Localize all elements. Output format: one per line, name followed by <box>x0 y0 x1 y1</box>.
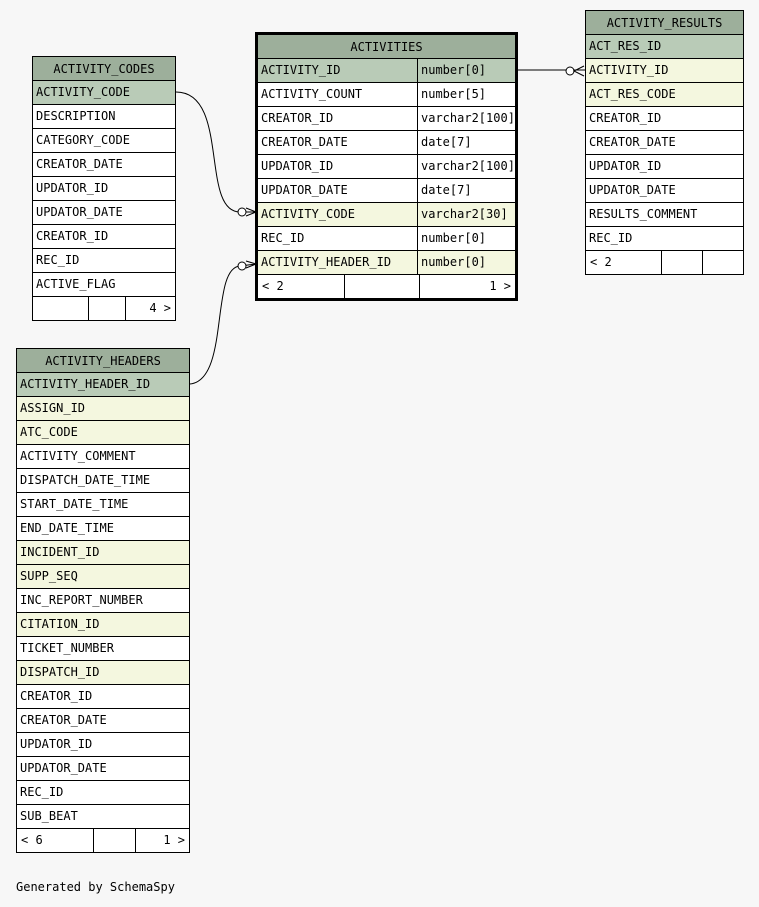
table-activity-results[interactable] <box>585 10 744 275</box>
link-activity-header <box>190 264 256 384</box>
column-row[interactable] <box>258 155 515 179</box>
footer-parents[interactable]: < 2 <box>586 251 662 274</box>
column-name: CATEGORY_CODE <box>36 133 130 147</box>
column-list <box>258 59 515 275</box>
column-row[interactable] <box>33 129 175 153</box>
column-name: ATC_CODE <box>20 425 78 439</box>
column-row[interactable] <box>586 35 743 59</box>
column-name: INC_REPORT_NUMBER <box>20 593 143 607</box>
column-name: ACTIVITY_ID <box>258 59 418 82</box>
footer-children[interactable]: 1 > <box>163 833 185 847</box>
column-name: START_DATE_TIME <box>20 497 129 511</box>
column-name: UPDATOR_DATE <box>20 761 107 775</box>
link-activity-id-crowfoot <box>574 66 584 76</box>
column-name: ACTIVITY_HEADER_ID <box>20 377 151 391</box>
column-list <box>17 373 189 829</box>
column-type: number[0] <box>421 63 487 77</box>
column-name: CREATOR_ID <box>20 689 93 703</box>
column-row[interactable] <box>17 517 189 541</box>
column-row[interactable] <box>586 155 743 179</box>
footer-parents[interactable] <box>33 297 89 320</box>
column-row[interactable] <box>17 757 189 781</box>
table-activity-headers[interactable] <box>16 348 190 853</box>
column-name: ACTIVITY_HEADER_ID <box>258 251 418 274</box>
column-row[interactable] <box>17 373 189 397</box>
column-type: number[5] <box>421 87 487 101</box>
column-name: RESULTS_COMMENT <box>589 207 698 221</box>
schemaspy-credit: Generated by SchemaSpy <box>16 880 175 894</box>
column-name: ACTIVE_FLAG <box>36 277 116 291</box>
table-footer <box>17 829 189 852</box>
column-name: CREATOR_ID <box>36 229 109 243</box>
column-name: SUPP_SEQ <box>20 569 78 583</box>
column-row[interactable] <box>33 153 175 177</box>
column-row[interactable] <box>17 733 189 757</box>
column-row[interactable] <box>33 81 175 105</box>
table-activities[interactable] <box>255 32 518 301</box>
column-name: UPDATOR_DATE <box>258 179 418 202</box>
footer-parents[interactable]: < 6 <box>17 829 94 852</box>
column-name: ACTIVITY_ID <box>589 63 669 77</box>
column-name: CREATOR_ID <box>589 111 662 125</box>
column-row[interactable] <box>17 781 189 805</box>
column-name: ACTIVITY_COMMENT <box>20 449 136 463</box>
column-name: CITATION_ID <box>20 617 100 631</box>
column-name: CREATOR_DATE <box>20 713 107 727</box>
column-name: CREATOR_DATE <box>589 135 676 149</box>
footer-children[interactable]: 1 > <box>489 279 511 293</box>
table-title[interactable]: ACTIVITY_HEADERS <box>17 349 189 373</box>
table-title[interactable]: ACTIVITY_CODES <box>33 57 175 81</box>
column-type: date[7] <box>421 135 472 149</box>
column-name: DISPATCH_DATE_TIME <box>20 473 151 487</box>
column-row[interactable] <box>33 177 175 201</box>
link-activity-header-circle <box>238 262 246 270</box>
footer-middle <box>94 829 136 852</box>
column-name: UPDATOR_ID <box>589 159 662 173</box>
column-name: CREATOR_DATE <box>258 131 418 154</box>
link-activity-code <box>176 92 256 212</box>
column-row[interactable] <box>258 203 515 227</box>
link-activity-id-circle <box>566 67 574 75</box>
column-row[interactable] <box>586 203 743 227</box>
column-row[interactable] <box>258 59 515 83</box>
column-row[interactable] <box>586 59 743 83</box>
column-row[interactable] <box>586 227 743 251</box>
column-row[interactable] <box>17 709 189 733</box>
column-row[interactable] <box>258 107 515 131</box>
column-type: number[0] <box>421 255 487 269</box>
column-row[interactable] <box>258 227 515 251</box>
column-name: CREATOR_ID <box>258 107 418 130</box>
column-name: UPDATOR_DATE <box>36 205 123 219</box>
column-row[interactable] <box>17 685 189 709</box>
column-name: ACTIVITY_CODE <box>36 85 130 99</box>
column-row[interactable] <box>17 637 189 661</box>
column-type: varchar2[100] <box>421 111 515 125</box>
column-row[interactable] <box>17 421 189 445</box>
column-row[interactable] <box>33 225 175 249</box>
column-row[interactable] <box>586 83 743 107</box>
column-name: REC_ID <box>258 227 418 250</box>
table-footer <box>586 251 743 274</box>
column-name: TICKET_NUMBER <box>20 641 114 655</box>
column-list <box>586 35 743 251</box>
column-row[interactable] <box>33 105 175 129</box>
column-name: ACTIVITY_COUNT <box>258 83 418 106</box>
column-row[interactable] <box>33 201 175 225</box>
column-name: UPDATOR_DATE <box>589 183 676 197</box>
column-row[interactable] <box>586 179 743 203</box>
column-name: REC_ID <box>589 231 633 245</box>
footer-children[interactable] <box>703 251 743 274</box>
column-name: END_DATE_TIME <box>20 521 114 535</box>
column-row[interactable] <box>17 661 189 685</box>
column-name: CREATOR_DATE <box>36 157 123 171</box>
column-name: UPDATOR_ID <box>20 737 93 751</box>
column-row[interactable] <box>17 613 189 637</box>
column-row[interactable] <box>258 131 515 155</box>
link-activity-code-circle <box>238 208 246 216</box>
column-type: varchar2[30] <box>421 207 508 221</box>
column-type: varchar2[100] <box>421 159 515 173</box>
table-activity-codes[interactable] <box>32 56 176 321</box>
column-row[interactable] <box>17 469 189 493</box>
footer-children[interactable]: 4 > <box>149 301 171 315</box>
column-list <box>33 81 175 297</box>
column-type: date[7] <box>421 183 472 197</box>
column-name: REC_ID <box>20 785 64 799</box>
table-title[interactable]: ACTIVITIES <box>258 35 515 59</box>
column-name: ACT_RES_CODE <box>589 87 676 101</box>
column-name: ACTIVITY_CODE <box>258 203 418 226</box>
column-row[interactable] <box>17 445 189 469</box>
table-title[interactable]: ACTIVITY_RESULTS <box>586 11 743 35</box>
column-name: DISPATCH_ID <box>20 665 100 679</box>
footer-middle <box>345 275 420 298</box>
column-name: REC_ID <box>36 253 80 267</box>
column-name: ACT_RES_ID <box>589 39 662 53</box>
column-row[interactable] <box>586 107 743 131</box>
column-row[interactable] <box>17 565 189 589</box>
column-row[interactable] <box>17 541 189 565</box>
footer-parents[interactable]: < 2 <box>258 275 345 298</box>
column-type: number[0] <box>421 231 487 245</box>
column-row[interactable] <box>586 131 743 155</box>
column-name: UPDATOR_ID <box>258 155 418 178</box>
column-row[interactable] <box>17 589 189 613</box>
column-row[interactable] <box>17 397 189 421</box>
column-row[interactable] <box>17 493 189 517</box>
table-footer <box>258 275 515 298</box>
column-row[interactable] <box>33 249 175 273</box>
table-footer <box>33 297 175 320</box>
footer-middle <box>662 251 703 274</box>
column-row[interactable] <box>258 251 515 275</box>
column-name: ASSIGN_ID <box>20 401 86 415</box>
column-name: INCIDENT_ID <box>20 545 100 559</box>
column-row[interactable] <box>258 83 515 107</box>
column-row[interactable] <box>33 273 175 297</box>
column-name: UPDATOR_ID <box>36 181 109 195</box>
column-name: SUB_BEAT <box>20 809 78 823</box>
column-row[interactable] <box>17 805 189 829</box>
column-name: DESCRIPTION <box>36 109 116 123</box>
footer-middle <box>89 297 126 320</box>
column-row[interactable] <box>258 179 515 203</box>
